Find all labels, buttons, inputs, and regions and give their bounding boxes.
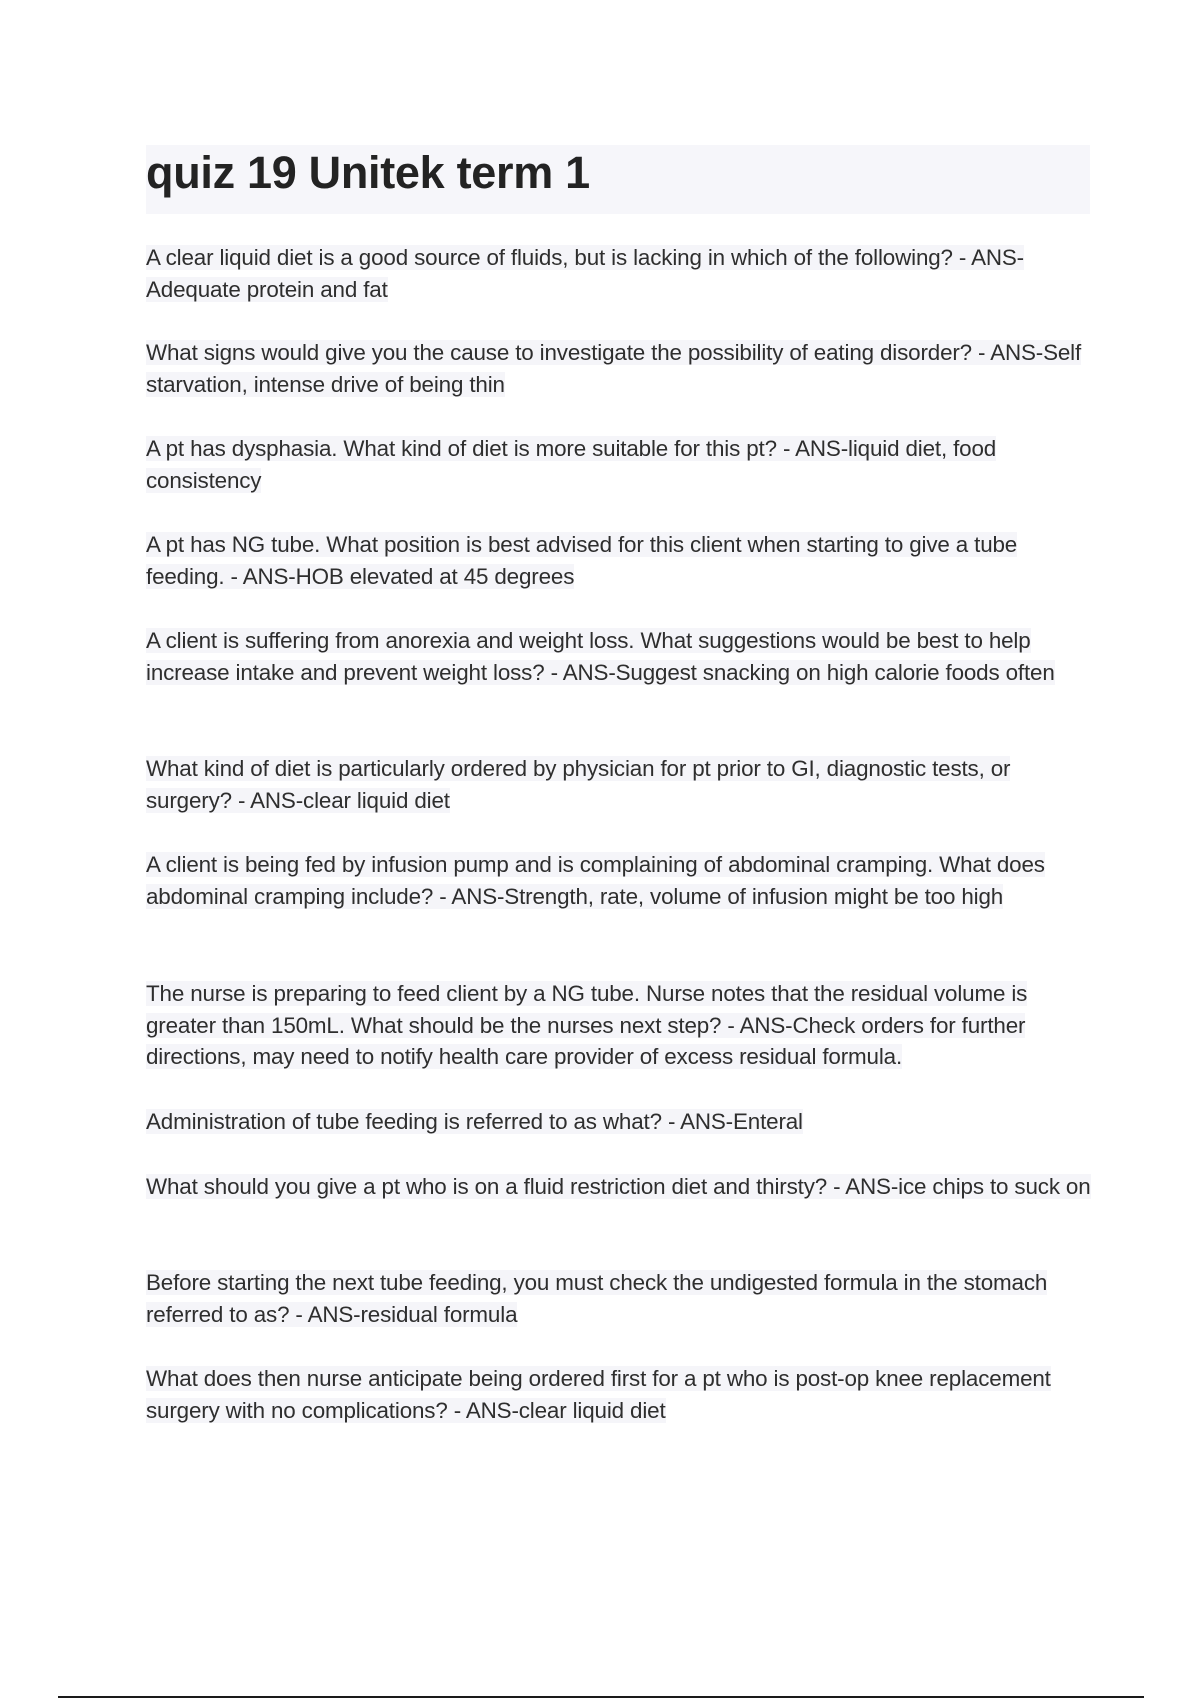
qa-text: The nurse is preparing to feed client by a NG tube. Nurse notes that the residual volume is greater than 150mL. What should be the nurses next step? - ANS-Check orders for further directions, may need to notify health care provider of excess residual formula. bbox=[146, 981, 1028, 1069]
qa-text: What signs would give you the cause to investigate the possibility of eating disorder? - ANS-Self starvation, intense drive of being thin bbox=[146, 340, 1082, 397]
qa-text: What kind of diet is particularly ordered by physician for pt prior to GI, diagnostic tests, or surgery? - ANS-clear liquid diet bbox=[146, 756, 1011, 813]
qa-text: Before starting the next tube feeding, you must check the undigested formula in the stomach referred to as? - ANS-residual formula bbox=[146, 1270, 1048, 1327]
qa-text: What should you give a pt who is on a fluid restriction diet and thirsty? - ANS-ice chips to suck on bbox=[146, 1174, 1091, 1199]
qa-item bbox=[146, 242, 1100, 305]
qa-text: What does then nurse anticipate being ordered first for a pt who is post-op knee replacement surgery with no complications? - ANS-clear liquid diet bbox=[146, 1366, 1051, 1423]
qa-text: A pt has NG tube. What position is best advised for this client when starting to give a tube feeding. - ANS-HOB elevated at 45 degrees bbox=[146, 532, 1018, 589]
qa-item bbox=[146, 1171, 1100, 1203]
qa-text: A client is being fed by infusion pump and is complaining of abdominal cramping. What does abdominal cramping include? - ANS-Strength, rate, volume of infusion might be too high bbox=[146, 852, 1045, 909]
qa-text: A pt has dysphasia. What kind of diet is more suitable for this pt? - ANS-liquid diet, food consistency bbox=[146, 436, 997, 493]
qa-text: Administration of tube feeding is referred to as what? - ANS-Enteral bbox=[146, 1109, 803, 1134]
qa-item bbox=[146, 625, 1100, 688]
page-title: quiz 19 Unitek term 1 bbox=[146, 147, 590, 198]
qa-item bbox=[146, 849, 1100, 912]
qa-item bbox=[146, 337, 1100, 400]
qa-item bbox=[146, 529, 1100, 592]
qa-item bbox=[146, 753, 1100, 816]
qa-item bbox=[146, 978, 1100, 1073]
qa-text: A clear liquid diet is a good source of fluids, but is lacking in which of the following? - ANS-Adequate protein and fat bbox=[146, 245, 1024, 302]
qa-item bbox=[146, 1267, 1100, 1330]
qa-item bbox=[146, 1363, 1100, 1426]
qa-text: A client is suffering from anorexia and weight loss. What suggestions would be best to help increase intake and prevent weight loss? - ANS-Suggest snacking on high calorie foods often bbox=[146, 628, 1055, 685]
qa-item bbox=[146, 433, 1100, 496]
qa-item bbox=[146, 1106, 1100, 1138]
footer-rule bbox=[58, 1696, 1144, 1698]
